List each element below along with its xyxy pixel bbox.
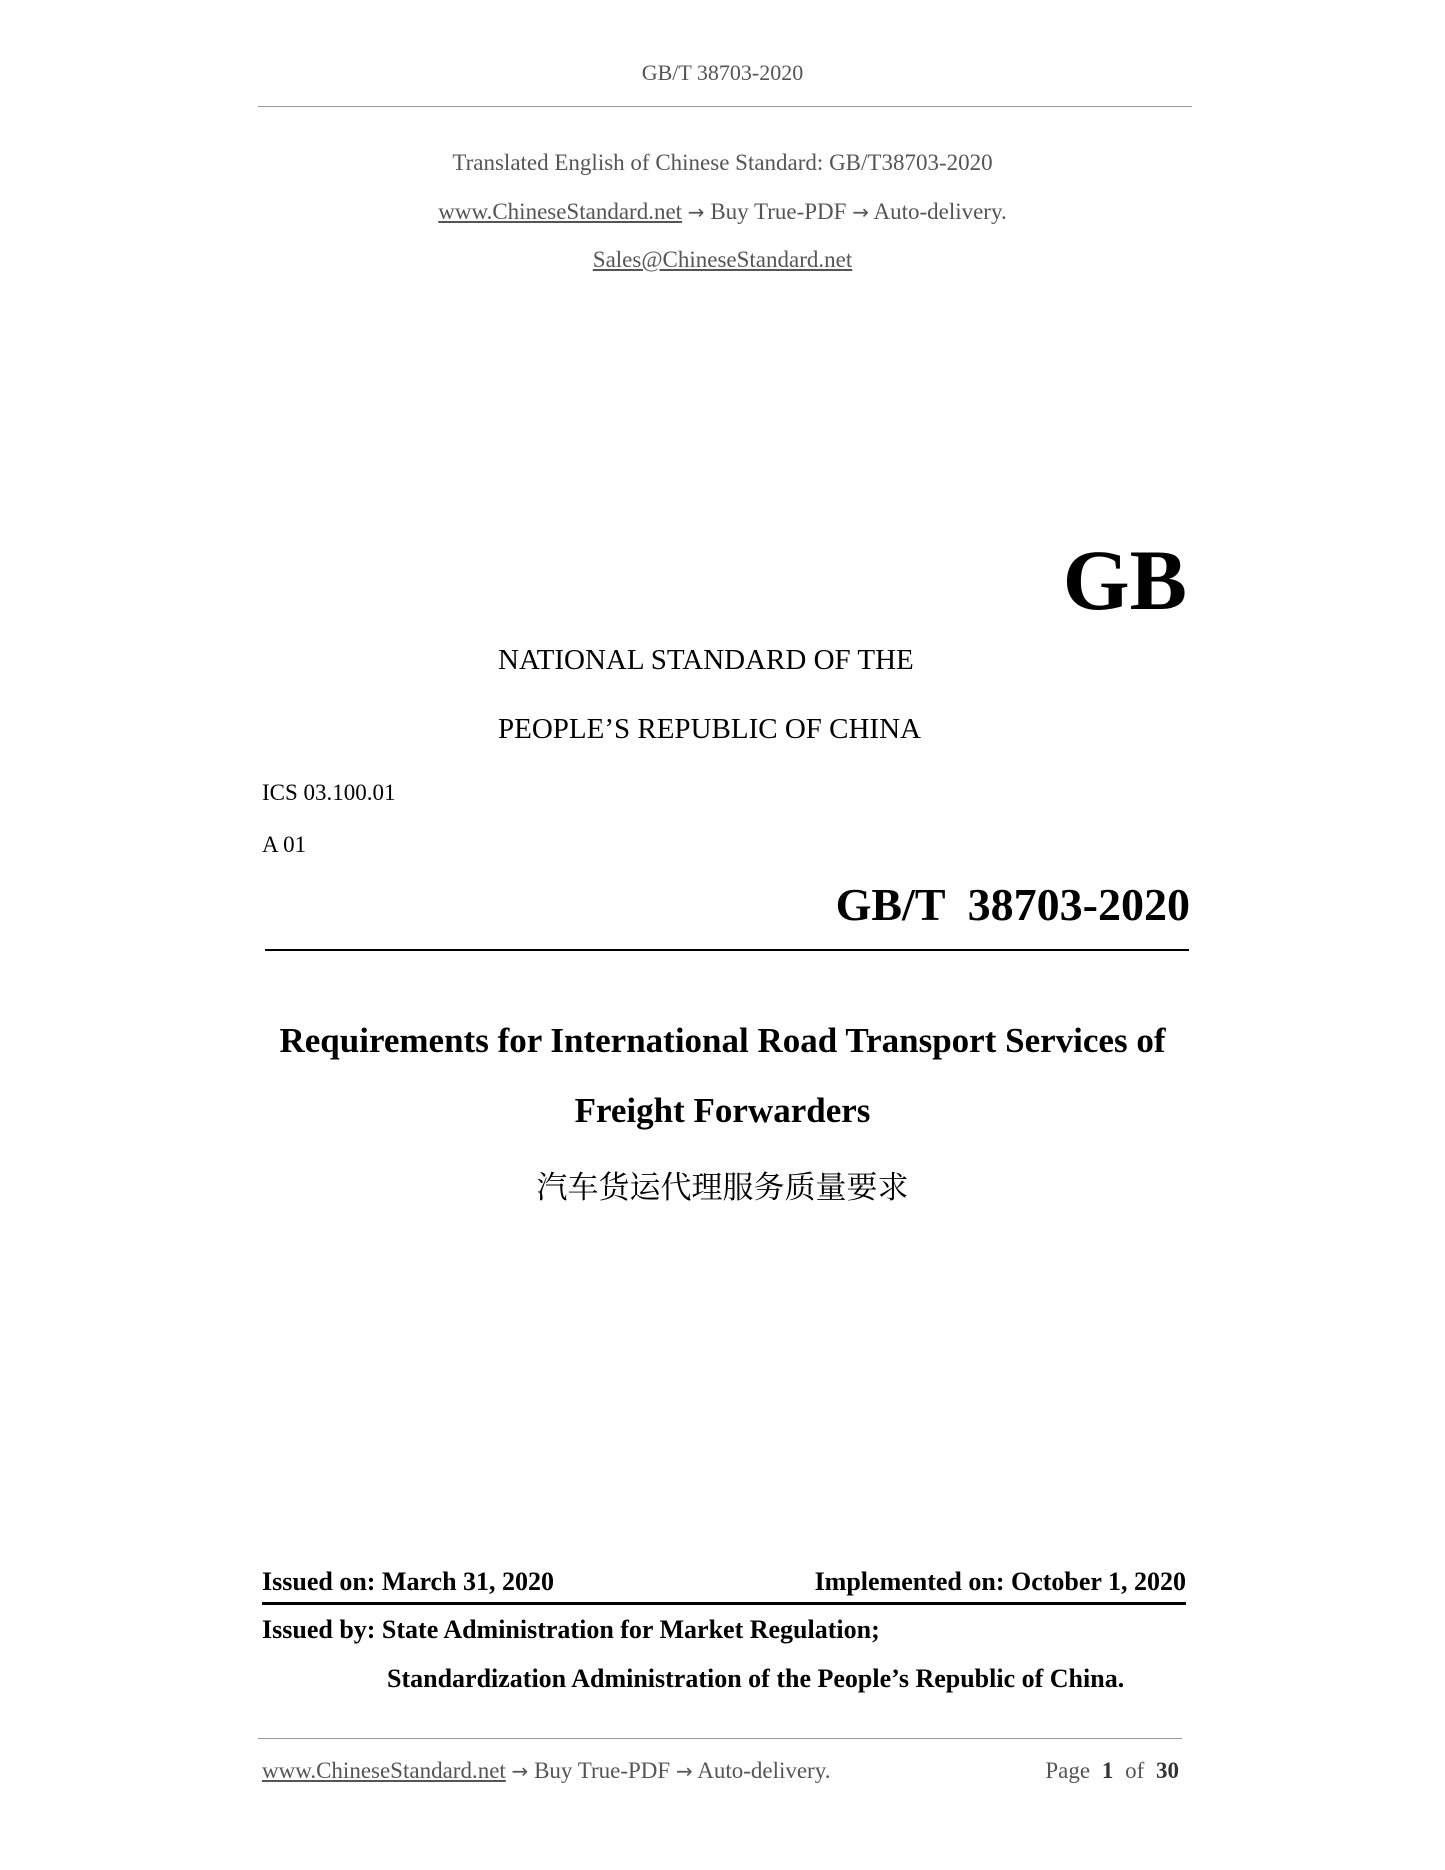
implemented-on: Implemented on: October 1, 2020 bbox=[814, 1567, 1186, 1596]
issued-by: Issued by: State Administration for Market Regulation; bbox=[262, 1615, 880, 1644]
delivery-text: Auto-delivery. bbox=[873, 199, 1007, 224]
issue-rule bbox=[262, 1602, 1186, 1605]
ics-code: ICS 03.100.01 bbox=[262, 780, 396, 805]
arrow-right-icon: → bbox=[852, 200, 869, 224]
page-total: 30 bbox=[1156, 1758, 1179, 1783]
issued-on: Issued on: March 31, 2020 bbox=[262, 1567, 555, 1596]
page-indicator bbox=[1045, 1758, 1179, 1784]
page-current: 1 bbox=[1101, 1758, 1114, 1783]
page-of: of bbox=[1125, 1758, 1145, 1783]
footer-divider bbox=[258, 1738, 1182, 1739]
page-label: Page bbox=[1045, 1758, 1091, 1783]
footer-promo bbox=[262, 1758, 830, 1784]
header-divider bbox=[258, 106, 1192, 107]
footer-website-link[interactable]: www.ChineseStandard.net bbox=[262, 1758, 506, 1783]
running-header: GB/T 38703-2020 bbox=[641, 60, 804, 85]
national-standard-line1: NATIONAL STANDARD OF THE bbox=[498, 644, 914, 676]
email-link[interactable]: Sales@ChineseStandard.net bbox=[592, 247, 853, 272]
footer-buy-text: Buy True-PDF bbox=[534, 1758, 671, 1783]
ccs-code: A 01 bbox=[262, 832, 307, 857]
footer-delivery-text: Auto-delivery. bbox=[697, 1758, 831, 1783]
arrow-right-icon: → bbox=[675, 1759, 693, 1783]
promo-line bbox=[0, 199, 1445, 225]
website-link[interactable]: www.ChineseStandard.net bbox=[438, 199, 683, 224]
arrow-right-icon: → bbox=[687, 200, 705, 224]
arrow-right-icon: → bbox=[511, 1759, 529, 1783]
title-line2: Freight Forwarders bbox=[574, 1091, 871, 1130]
national-standard-line2: PEOPLE’S REPUBLIC OF CHINA bbox=[498, 713, 921, 745]
email-line bbox=[0, 247, 1445, 273]
translated-notice: Translated English of Chinese Standard: GB/T38703-2020 bbox=[452, 150, 993, 175]
standard-number: GB/T 38703-2020 bbox=[835, 879, 1190, 930]
issued-by-second: Standardization Administration of the People’s Republic of China. bbox=[387, 1664, 1125, 1693]
gb-logo: GB bbox=[1062, 532, 1187, 628]
standard-number-rule bbox=[265, 949, 1189, 951]
buy-text: Buy True-PDF bbox=[710, 199, 847, 224]
title-chinese: 汽车货运代理服务质量要求 bbox=[536, 1170, 909, 1206]
title-line1: Requirements for International Road Transport Services of bbox=[279, 1021, 1166, 1060]
